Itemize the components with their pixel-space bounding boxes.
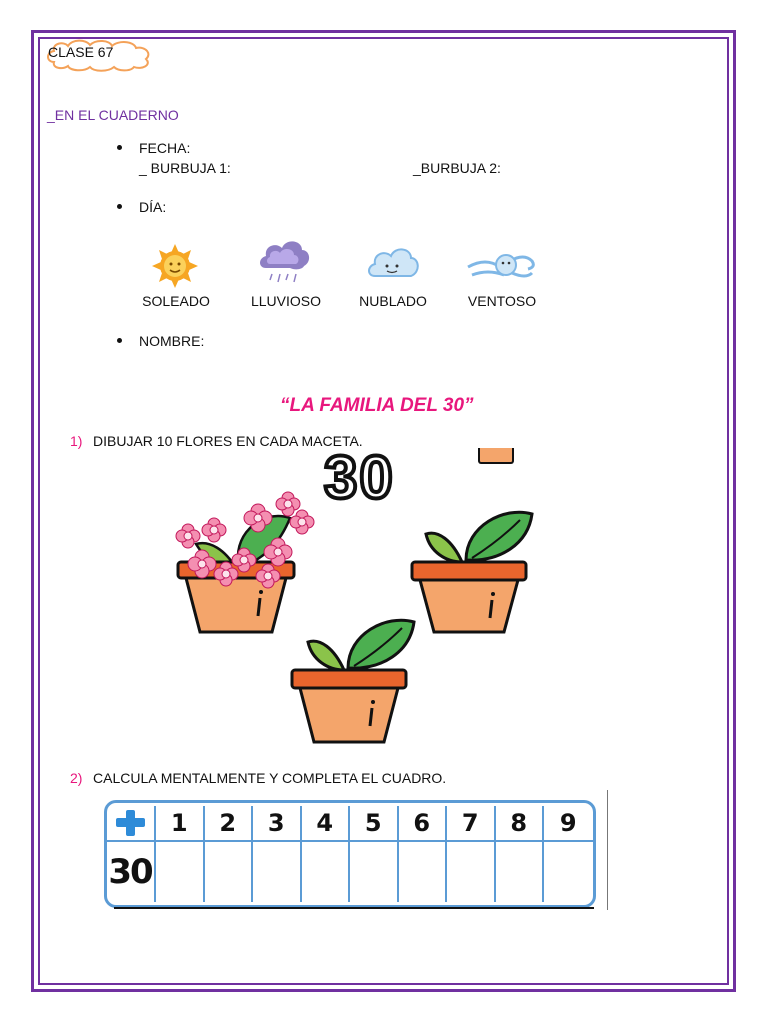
table-header-1: 1 (156, 806, 205, 842)
cloud-icon (365, 244, 419, 284)
table-header-3: 3 (253, 806, 302, 842)
weather-label-soleado: SOLEADO (142, 293, 210, 309)
addition-table (106, 806, 593, 902)
margin-line (607, 790, 608, 910)
answer-cell-4[interactable] (302, 842, 351, 902)
table-header-5: 5 (350, 806, 399, 842)
plus-icon (106, 806, 156, 842)
cuaderno-label: _EN EL CUADERNO (47, 107, 179, 123)
wind-icon (466, 247, 538, 285)
flower-pot-3 (286, 612, 416, 744)
rain-cloud-icon (256, 236, 312, 288)
answer-cell-6[interactable] (399, 842, 448, 902)
answer-cell-5[interactable] (350, 842, 399, 902)
table-header-9: 9 (544, 806, 593, 842)
bullet-dot (117, 145, 122, 150)
nombre-label: NOMBRE: (139, 333, 205, 349)
table-bottom-line (114, 907, 594, 909)
task2-number: 2) (70, 770, 83, 786)
sun-icon (150, 243, 200, 289)
bullet-dot (117, 204, 122, 209)
answer-cell-2[interactable] (205, 842, 254, 902)
table-header-2: 2 (205, 806, 254, 842)
answer-cell-7[interactable] (447, 842, 496, 902)
weather-label-nublado: NUBLADO (359, 293, 427, 309)
burbuja2-label: _BURBUJA 2: (413, 160, 501, 176)
weather-label-ventoso: VENTOSO (467, 293, 537, 309)
answer-cell-8[interactable] (496, 842, 545, 902)
weather-label-lluvioso: LLUVIOSO (250, 293, 322, 309)
task1-number: 1) (70, 433, 83, 449)
answer-cell-9[interactable] (544, 842, 593, 902)
answer-cell-3[interactable] (253, 842, 302, 902)
flower-pot-2 (404, 504, 534, 636)
burbuja1-label: _ BURBUJA 1: (139, 160, 231, 176)
main-title: “LA FAMILIA DEL 30” (280, 395, 474, 416)
answer-cell-1[interactable] (156, 842, 205, 902)
task2-text: CALCULA MENTALMENTE Y COMPLETA EL CUADRO. (93, 770, 447, 786)
table-row-label-30: 30 (106, 842, 156, 902)
bullet-dot (117, 338, 122, 343)
task1-text: DIBUJAR 10 FLORES EN CADA MACETA. (93, 433, 363, 449)
table-header-6: 6 (399, 806, 448, 842)
table-header-8: 8 (496, 806, 545, 842)
pot-number-30: 30 (324, 444, 395, 511)
pot-edge-fragment (478, 448, 514, 464)
clase-label: CLASE 67 (48, 44, 114, 60)
fecha-label: FECHA: (139, 140, 191, 156)
table-header-7: 7 (447, 806, 496, 842)
dia-label: DÍA: (139, 199, 167, 215)
table-header-4: 4 (302, 806, 351, 842)
